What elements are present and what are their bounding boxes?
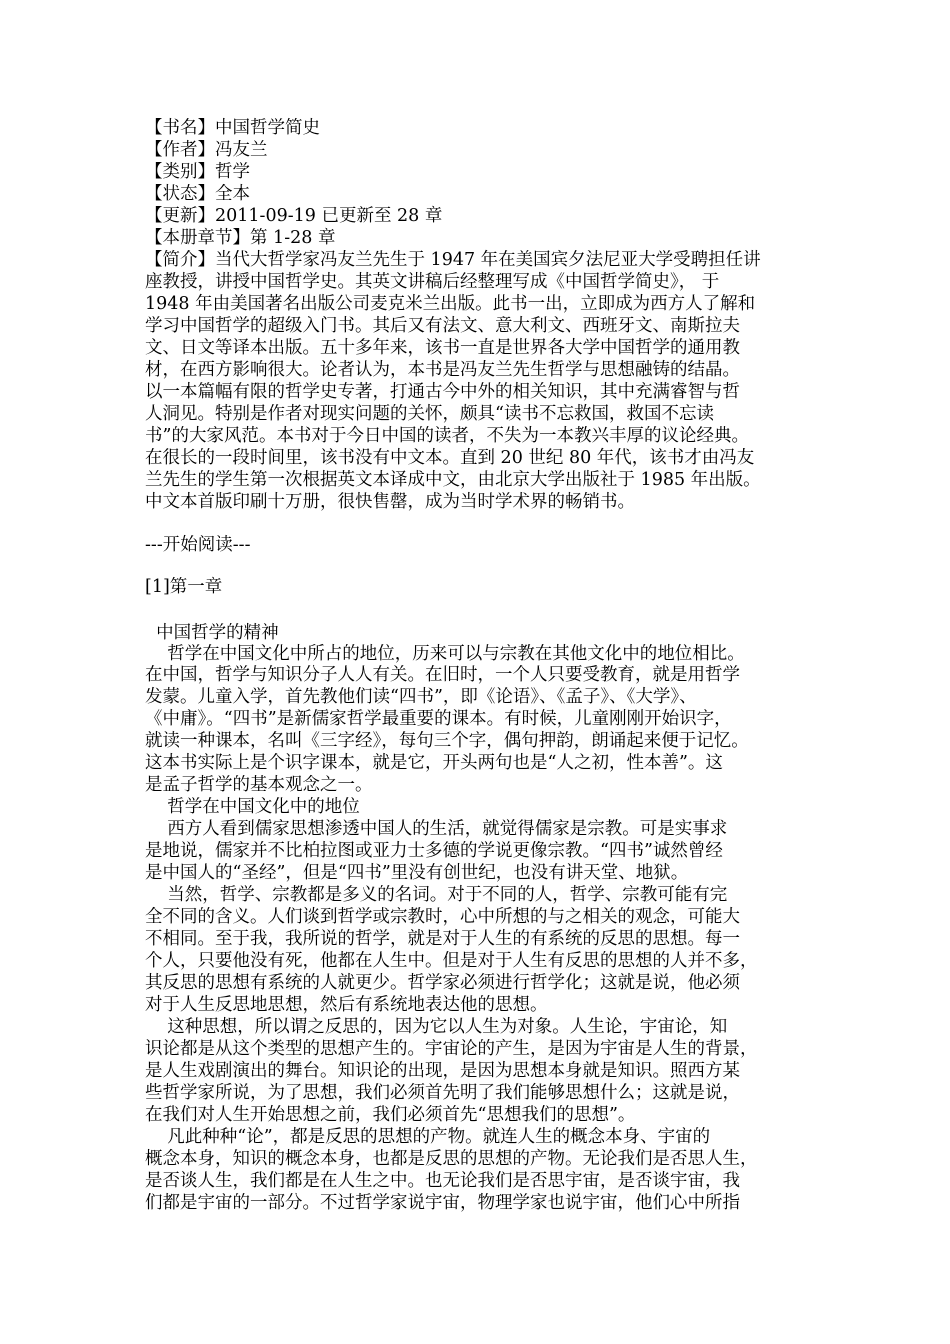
body-line: 西方人看到儒家思想渗透中国人的生活，就觉得儒家是宗教。可是实事求 [145,819,728,839]
body-line: 是孟子哲学的基本观念之一。 [145,775,373,795]
intro-line: 文、日文等译本出版。五十多年来，该书一直是世界各大学中国哲学的通用教 [145,338,740,358]
body-line: 个人，只要他没有死，他都在人生中。但是对于人生有反思的思想的人并不多， [145,951,758,971]
body-line: 是人生戏剧演出的舞台。知识论的出现，是因为思想本身就是知识。照西方某 [145,1061,740,1081]
intro-line: 【简介】当代大哲学家冯友兰先生于 1947 年在美国宾夕法尼亚大学受聘担任讲 [145,250,761,270]
body-line: 识论都是从这个类型的思想产生的。宇宙论的产生，是因为宇宙是人生的背景， [145,1039,758,1059]
meta-author: 【作者】冯友兰 [145,140,268,160]
body-line: 哲学在中国文化中所占的地位，历来可以与宗教在其他文化中的地位相比。 [145,644,745,664]
body-line: 些哲学家所说，为了思想，我们必须首先明了我们能够思想什么；这就是说， [145,1083,740,1103]
body-line: 这本书实际上是个识字课本，就是它，开头两句也是“人之初，性本善”。这 [145,753,723,773]
body-line: 在中国，哲学与知识分子人人有关。在旧时，一个人只要受教育，就是用哲学 [145,665,740,685]
body-line: 《中庸》。“四书”是新儒家哲学最重要的课本。有时候，儿童刚刚开始识字， [145,709,732,729]
body-line: 对于人生反思地思想，然后有系统地表达他的思想。 [145,995,548,1015]
intro-line: 学习中国哲学的超级入门书。其后又有法文、意大利文、西班牙文、南斯拉夫 [145,316,740,336]
body-line: 发蒙。儿童入学，首先教他们读“四书”，即《论语》、《孟子》、《大学》、 [145,687,697,707]
meta-category: 【类别】哲学 [145,162,250,182]
chapter-heading: [1]第一章 [145,577,223,597]
body-line: 这种思想，所以谓之反思的，因为它以人生为对象。人生论，宇宙论，知 [145,1017,728,1037]
intro-line: 兰先生的学生第一次根据英文本译成中文，由北京大学出版社于 1985 年出版。 [145,470,761,490]
body-line: 是否谈人生，我们都是在人生之中。也无论我们是否思宇宙，是否谈宇宙，我 [145,1171,740,1191]
body-line: 其反思的思想有系统的人就更少。哲学家必须进行哲学化；这就是说，他必须 [145,973,740,993]
meta-status: 【状态】全本 [145,184,250,204]
body-line: 概念本身，知识的概念本身，也都是反思的思想的产物。无论我们是否思人生， [145,1149,758,1169]
body-line: 凡此种种“论”，都是反思的思想的产物。就连人生的概念本身、宇宙的 [145,1127,711,1147]
body-line: 不相同。至于我，我所说的哲学，就是对于人生的有系统的反思的思想。每一 [145,929,740,949]
intro-line: 书”的大家风范。本书对于今日中国的读者，不失为一本教兴丰厚的议论经典。 [145,426,749,446]
meta-title: 【书名】中国哲学简史 [145,118,320,138]
body-line: 是地说，儒家并不比柏拉图或亚力士多德的学说更像宗教。“四书”诚然曾经 [145,841,723,861]
body-line: 是中国人的“圣经”，但是“四书”里没有创世纪，也没有讲天堂、地狱。 [145,863,689,883]
intro-line: 座教授，讲授中国哲学史。其英文讲稿后经整理写成《中国哲学简史》， 于 [145,272,720,292]
section-heading: 哲学在中国文化中的地位 [145,797,360,817]
intro-line: 以一本篇幅有限的哲学史专著，打通古今中外的相关知识，其中充满睿智与哲 [145,382,740,402]
section-heading: 中国哲学的精神 [145,623,279,643]
meta-chapters: 【本册章节】第 1-28 章 [145,228,336,248]
body-line: 全不同的含义。人们谈到哲学或宗教时，心中所想的与之相关的观念，可能大 [145,907,740,927]
intro-line: 在很长的一段时间里，该书没有中文本。直到 20 世纪 80 年代，该书才由冯友 [145,448,755,468]
start-reading-divider: ---开始阅读--- [145,535,251,555]
meta-updated: 【更新】2011-09-19 已更新至 28 章 [145,206,443,226]
body-line: 当然，哲学、宗教都是多义的名词。对于不同的人，哲学、宗教可能有完 [145,885,728,905]
intro-line: 1948 年由美国著名出版公司麦克米兰出版。此书一出，立即成为西方人了解和 [145,294,756,314]
body-line: 们都是宇宙的一部分。不过哲学家说宇宙，物理学家也说宇宙，他们心中所指 [145,1193,740,1213]
body-line: 就读一种课本，名叫《三字经》，每句三个字，偶句押韵，朗诵起来便于记忆。 [145,731,749,751]
intro-line: 材，在西方影响很大。论者认为，本书是冯友兰先生哲学与思想融铸的结晶。 [145,360,740,380]
intro-line: 人洞见。特别是作者对现实问题的关怀，颇具“读书不忘救国，救国不忘读 [145,404,714,424]
body-line: 在我们对人生开始思想之前，我们必须首先“思想我们的思想”。 [145,1105,636,1125]
intro-line: 中文本首版印刷十万册，很快售罄，成为当时学术界的畅销书。 [145,492,635,512]
